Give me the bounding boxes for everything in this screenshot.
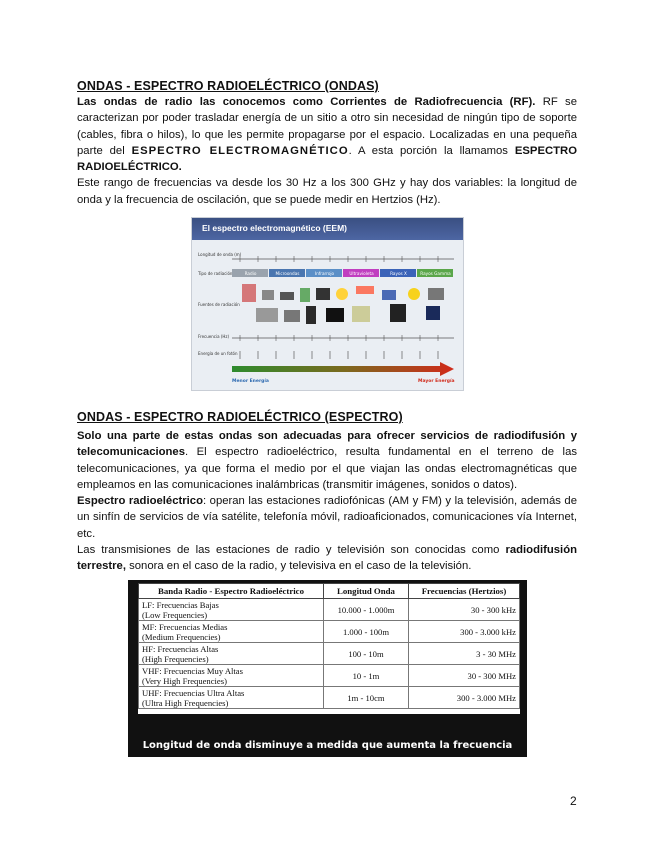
uv-lamp-icon [382, 290, 396, 300]
band-label: Rayos Gamma [420, 271, 451, 276]
section2-heading: ONDAS - ESPECTRO RADIOELÉCTRICO (ESPECTRO) [77, 410, 403, 424]
band-name: MF: Frecuencias Medias [142, 621, 228, 632]
menor-energia-label: Menor Energía [232, 379, 269, 384]
band-label: Rayos X [390, 271, 407, 276]
band-english: (High Frequencies) [142, 653, 209, 664]
people-icon [352, 306, 370, 322]
section2-p1-text: . El espectro radioeléctrico, resulta fundamental en el terreno de las telecomunicaciones, ya que forma el medio por el que viajan las ondas electromagnéticas que empleamos en las comunicaciones inalámbricas (transmitir imágenes, sonidos o datos). [77, 446, 577, 491]
header-frequency: Frecuencias (Hertzios) [409, 584, 520, 599]
radio-icon [262, 290, 274, 300]
page-number: 2 [570, 794, 577, 808]
section1-body [77, 94, 577, 208]
frequency-cell: 3 - 30 MHz [409, 643, 520, 665]
header-wavelength: Longitud Onda [324, 584, 409, 599]
thermal-image-icon [326, 308, 344, 322]
band-label: Radio [244, 271, 257, 276]
band-english: (Very High Frequencies) [142, 675, 227, 686]
section1-p1-bold: Las ondas de radio las conocemos como Corrientes de Radiofrecuencia (RF). [77, 96, 536, 108]
band-name: LF: Frecuencias Bajas [142, 599, 219, 610]
section2-p2-text: : operan las estaciones radiofónicas (AM y FM) y la televisión, además de un sinfín de servicios de vía satélite, telefonía móvil, radioaficionados, comunicaciones vía Internet, etc. [77, 495, 578, 540]
person-silhouette-icon [306, 306, 316, 324]
section2-p3-text2: sonora en el caso de la radio, y televisiva en el caso de la televisión. [125, 560, 472, 573]
band-name: UHF: Frecuencias Ultra Altas [142, 687, 245, 698]
band-cell [139, 599, 324, 621]
radio-bands-table [138, 583, 520, 709]
section2-p3-text: Las transmisiones de las estaciones de radio y televisión son conocidas como [77, 544, 506, 557]
band-label: Infrarrojo [314, 271, 335, 276]
wavelength-cell: 1.000 - 100m [324, 621, 409, 643]
section1-p1-bold2: ESPECTRO ELECTROMAGNÉTICO [131, 144, 349, 157]
band-cell [139, 643, 324, 665]
energy-ticks [240, 351, 438, 359]
wavelength-cell: 10.000 - 1.000m [324, 599, 409, 621]
table-row [139, 599, 520, 621]
table-row [139, 621, 520, 643]
section1-paragraph-2: Este rango de frecuencias va desde los 30 Hz a los 300 GHz y hay dos variables: la longitud de onda y la frecuencia de oscilación, que se puede medir en Hertzios (Hz). [77, 177, 577, 206]
row-label-sources: Fuentes de radiación [198, 302, 240, 307]
antenna-tower-icon [242, 284, 256, 302]
radio-bands-table-wrapper [138, 583, 520, 714]
section2-p1-bold: Solo una parte de estas ondas son adecuadas para ofrecer servicios de radiodifusión y telecomunicaciones [77, 430, 577, 459]
table-row [139, 665, 520, 687]
radio-bands-figure [128, 580, 527, 757]
wavelength-cell: 100 - 10m [324, 643, 409, 665]
xray-hand-icon [390, 304, 406, 322]
section1-paragraph-1 [77, 94, 577, 175]
sun-rays-icon [356, 286, 374, 294]
section1-p1-bold3: ESPECTRO RADIOELÉCTRICO. [77, 144, 577, 174]
section1-heading: ONDAS - ESPECTRO RADIOELÉCTRICO (ONDAS) [77, 79, 379, 93]
band-name: HF: Frecuencias Altas [142, 643, 219, 654]
radiation-sources-icons [242, 284, 444, 324]
wavelength-cell: 1m - 10cm [324, 687, 409, 709]
row-label-energy: Energía de un fotón [198, 351, 238, 356]
band-label: Ultravioleta [349, 271, 374, 276]
wavelength-cell: 10 - 1m [324, 665, 409, 687]
band-cell [139, 687, 324, 709]
row-label-wavelength: Longitud de onda (m) [198, 252, 242, 257]
remote-control-icon [316, 288, 330, 300]
band-name: VHF: Frecuencias Muy Altas [142, 665, 243, 676]
section2-paragraph-3 [77, 542, 577, 575]
band-cell [139, 621, 324, 643]
spectrum-diagram [192, 218, 463, 390]
section2-paragraph-2 [77, 493, 577, 542]
tv-icon [284, 310, 300, 322]
gamma-burst-icon [426, 306, 440, 320]
section2-paragraph-1 [77, 428, 577, 493]
band-label: Microondas [275, 271, 300, 276]
row-label-type: Tipo de radiación [198, 271, 233, 276]
microwave-oven-icon [280, 292, 294, 300]
frequency-cell: 30 - 300 MHz [409, 665, 520, 687]
band-english: (Ultra High Frequencies) [142, 697, 229, 708]
satellite-icon [256, 308, 278, 322]
section2-body [77, 428, 577, 575]
radiation-symbol-icon [408, 288, 420, 300]
section1-p1-text: RF se caracterizan por poder trasladar energía de un sitio a otro sin necesidad de ningún tipo de soporte (cables, fibra o hilos), lo que les permite propagarse por el espacio. Localizadas en una pequeña parte del [77, 96, 577, 157]
table-row [139, 687, 520, 709]
frequency-cell: 300 - 3.000 kHz [409, 621, 520, 643]
section1-p1-text2: . A esta porción la llamamos [348, 144, 515, 157]
band-cell [139, 665, 324, 687]
band-english: (Medium Frequencies) [142, 631, 221, 642]
spectrum-figure-title: El espectro electromagnético (EEM) [202, 223, 348, 233]
table-row [139, 643, 520, 665]
energy-arrow [232, 362, 454, 376]
frequency-cell: 30 - 300 kHz [409, 599, 520, 621]
table-header-row [139, 584, 520, 599]
frequency-cell: 300 - 3.000 MHz [409, 687, 520, 709]
table-caption: Longitud de onda disminuye a medida que aumenta la frecuencia [142, 740, 513, 751]
plant-icon [300, 288, 310, 302]
nuclear-plant-icon [428, 288, 444, 300]
section2-p2-bold: Espectro radioeléctrico [77, 495, 203, 508]
band-bar [232, 269, 453, 277]
mayor-energia-label: Mayor Energía [418, 379, 455, 384]
row-label-frequency: Frecuencia (Hz) [198, 334, 230, 339]
spectrum-figure [191, 217, 464, 391]
header-band: Banda Radio - Espectro Radioeléctrico [139, 584, 324, 599]
light-bulb-icon [336, 288, 348, 300]
section2-p3-bold: radiodifusión terrestre, [77, 544, 577, 573]
band-english: (Low Frequencies) [142, 609, 208, 620]
